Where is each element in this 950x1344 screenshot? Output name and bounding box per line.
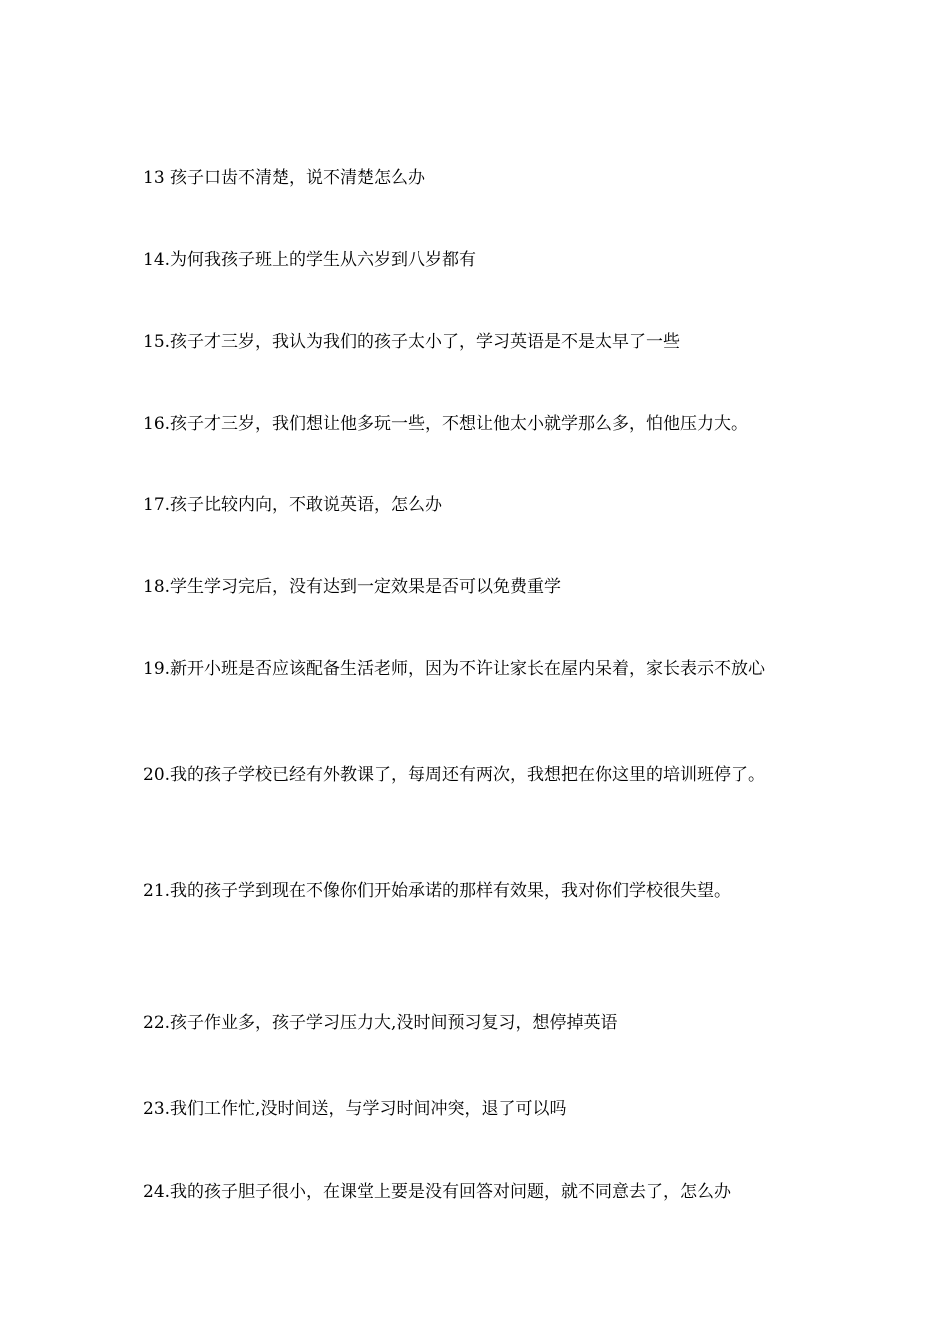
question-13: 13 孩子口齿不清楚，说不清楚怎么办 xyxy=(143,168,426,188)
question-23: 23.我们工作忙,没时间送，与学习时间冲突，退了可以吗 xyxy=(143,1099,567,1119)
question-24: 24.我的孩子胆子很小，在课堂上要是没有回答对问题，就不同意去了，怎么办 xyxy=(143,1182,732,1202)
question-15: 15.孩子才三岁，我认为我们的孩子太小了，学习英语是不是太早了一些 xyxy=(143,332,681,352)
question-20: 20.我的孩子学校已经有外教课了，每周还有两次，我想把在你这里的培训班停了。 xyxy=(143,765,766,785)
question-21: 21.我的孩子学到现在不像你们开始承诺的那样有效果，我对你们学校很失望。 xyxy=(143,881,732,901)
question-18: 18.学生学习完后，没有达到一定效果是否可以免费重学 xyxy=(143,577,562,597)
question-14: 14.为何我孩子班上的学生从六岁到八岁都有 xyxy=(143,250,477,270)
question-16: 16.孩子才三岁，我们想让他多玩一些，不想让他太小就学那么多，怕他压力大。 xyxy=(143,414,749,434)
question-19: 19.新开小班是否应该配备生活老师，因为不许让家长在屋内呆着，家长表示不放心 xyxy=(143,659,766,679)
question-17: 17.孩子比较内向，不敢说英语，怎么办 xyxy=(143,495,443,515)
question-22: 22.孩子作业多，孩子学习压力大,没时间预习复习，想停掉英语 xyxy=(143,1013,618,1033)
